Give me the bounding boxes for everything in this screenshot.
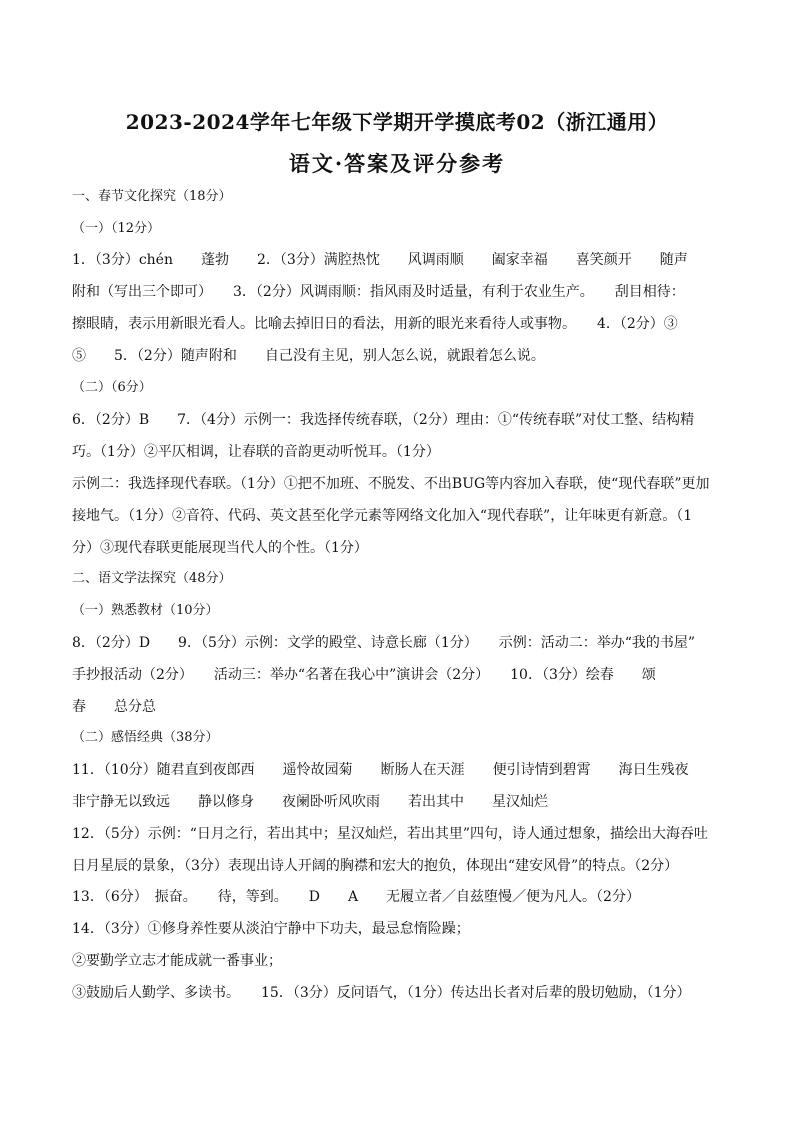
answer-line: ⑤ 5．（2分）随声附和 自己没有主见，别人怎么说，就跟着怎么说。 bbox=[72, 348, 545, 364]
answer-line: 日月星辰的景象，（3分）表现出诗人开阔的胸襟和宏大的抱负，体现出“建安风骨”的特点。（2分） bbox=[72, 858, 679, 874]
answer-line: ③鼓励后人勤学、多读书。 15．（3分）反问语气，（1分）传达出长者对后辈的殷切勉励，（1分） bbox=[72, 985, 691, 1001]
answer-line: 手抄报活动（2分） 活动三：举办“名著在我心中”演讲会（2分） 10．（3分）绘春 颂 bbox=[72, 667, 656, 683]
answer-line: 8．（2分）D 9．（5分）示例：文学的殿堂、诗意长廊（1分） 示例：活动二：举办“我的书屋” bbox=[72, 635, 696, 651]
answer-line: 12．（5分）示例：“日月之行，若出其中；星汉灿烂，若出其里”四句，诗人通过想象，描绘出大海吞吐 bbox=[72, 826, 709, 842]
answer-line: 11．（10分）随君直到夜郎西 遥怜故园菊 断肠人在天涯 便引诗情到碧霄 海日生残夜 bbox=[72, 762, 689, 778]
answer-line: 13．（6分） 振奋。 待，等到。 D A 无履立者／自兹堕慢／便为凡人。（2分） bbox=[72, 889, 640, 905]
document-subtitle: 语文·答案及评分参考 bbox=[288, 151, 506, 176]
document-title: 2023-2024学年七年级下学期开学摸底考02（浙江通用） bbox=[125, 110, 669, 134]
answer-line: 巧。（1分）②平仄相调，让春联的音韵更动听悦耳。（1分） bbox=[72, 444, 440, 460]
subsection-heading: （一）熟悉教材（10分） bbox=[72, 603, 219, 618]
answer-line: 分）③现代春联更能展现当代人的个性。（1分） bbox=[72, 540, 368, 556]
answer-line: 14．（3分）①修身养性要从淡泊宁静中下功夫，最忌怠惰险躁； bbox=[72, 921, 470, 937]
subsection-heading: （二）感悟经典（38分） bbox=[72, 730, 219, 745]
answer-line: 春 总分总 bbox=[72, 699, 156, 715]
answer-line: 示例二：我选择现代春联。（1分）①把不加班、不脱发、不出BUG等内容加入春联，使“现代春联”更加 bbox=[72, 476, 710, 492]
answer-line: 1．（3分）chén 蓬勃 2．（3分）满腔热忱 风调雨顺 阖家幸福 喜笑颜开 随声 bbox=[72, 252, 688, 268]
answer-line: ②要勤学立志才能成就一番事业； bbox=[72, 953, 282, 969]
answer-line: 擦眼睛，表示用新眼光看人。比喻去掉旧日的看法，用新的眼光来看待人或事物。 4．（2分）③ bbox=[72, 316, 678, 332]
answer-line: 6．（2分）B 7．（4分）示例一：我选择传统春联，（2分）理由：①“传统春联”对仗工整、结构精 bbox=[72, 412, 695, 428]
section-heading-1: 一、春节文化探究（18分） bbox=[72, 189, 232, 204]
answer-line: 非宁静无以致远 静以修身 夜阑卧听风吹雨 若出其中 星汉灿烂 bbox=[72, 794, 548, 810]
answer-line: 附和（写出三个即可） 3．（2分）风调雨顺：指风雨及时适量，有利于农业生产。 刮目相待： bbox=[72, 284, 685, 300]
answer-line: 接地气。（1分）②音符、代码、英文甚至化学元素等网络文化加入“现代春联”，让年味更有新意。（1 bbox=[72, 508, 693, 524]
section-heading-2: 二、语文学法探究（48分） bbox=[72, 571, 232, 586]
subsection-heading: （一）（12分） bbox=[72, 221, 161, 236]
subsection-heading: （二）（6分） bbox=[72, 380, 152, 395]
